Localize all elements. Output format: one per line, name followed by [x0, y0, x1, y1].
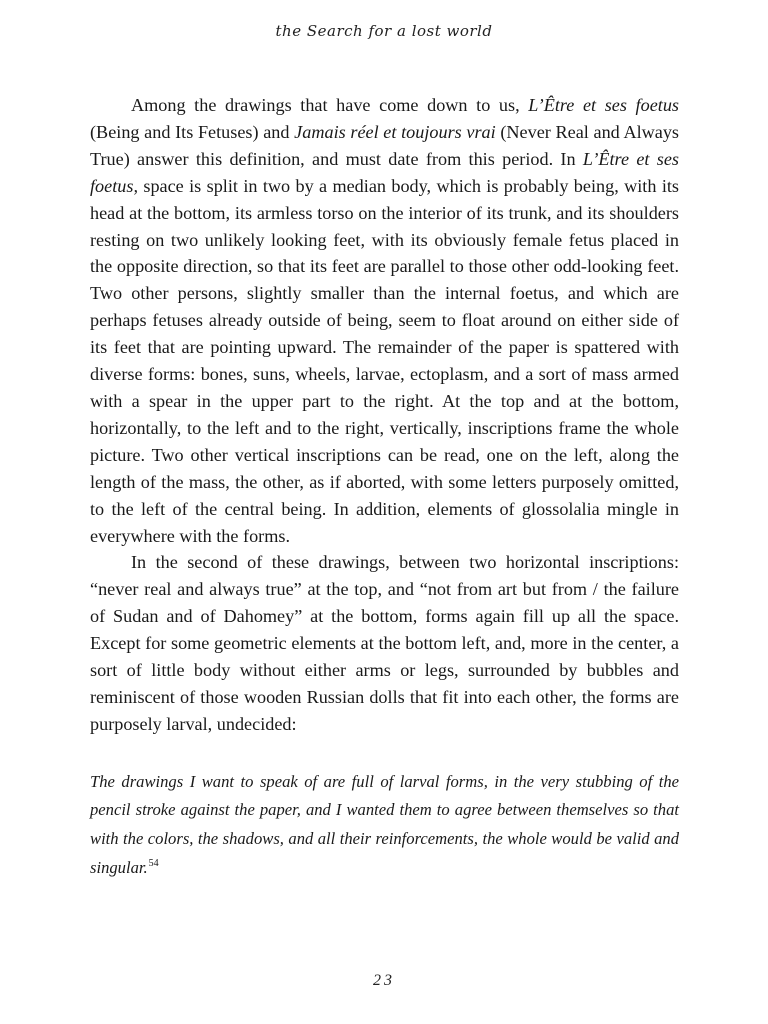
quote-text: The drawings I want to speak of are full of larval forms, in the very stubbing of the pencil stroke against the paper, and I wanted them to agree between themselves so that with the colors, the shadows, and all their reinforcements, the whole would be valid and singular.	[90, 771, 679, 877]
p1-text-d: space is split in two by a median body, which is probably being, with its head at the bottom, its armless torso on the interior of its trunk, and its shoulders resting on two unlikely looking feet, with its obviously female fetus placed in the opposite direction, so that its feet are parallel to those other odd-looking feet. Two other persons, slightly smaller than the internal foetus, and which are perhaps fetuses already outside of being, seem to float around on either side of its feet that are pointing upward. The remainder of the paper is spattered with diverse forms: bones, suns, wheels, larvae, ectoplasm, and a sort of mass armed with a spear in the upper part to the right. At the top and at the bottom, horizontally, to the left and to the right, vertically, inscriptions frame the whole picture. Two other vertical inscriptions can be read, one on the left, along the length of the mass, the other, as if aborted, with some letters purposely omitted, to the left of the central being. In addition, elements of glossolalia mingle in everywhere with the forms.	[90, 175, 679, 546]
page-body	[90, 92, 679, 882]
p1-text-c: (Never Real and Always True) answer this definition, and must date from this period. In	[90, 121, 680, 169]
paragraph-2: In the second of these drawings, between two horizontal inscriptions: “never real and always true” at the top, and “not from art but from / the failure of Sudan and of Dahomey” at the bottom, forms again fill up all the space. Except for some geometric elements at the bottom left, and, more in the center, a sort of little body without either arms or legs, surrounded by bubbles and reminiscent of those wooden Russian dolls that fit into each other, the forms are purposely larval, undecided:	[90, 552, 679, 734]
page-number: 23	[373, 972, 395, 989]
p1-text-a: Among the drawings that have come down to us,	[131, 95, 529, 115]
title-etre-et-ses-foetus-2: L’Être et ses foetus,	[90, 148, 679, 196]
title-etre-et-ses-foetus: L’Être et ses foetus	[528, 95, 679, 115]
p1-text-b: (Being and Its Fetuses) and	[90, 121, 295, 142]
paragraph-1	[90, 92, 679, 549]
title-jamais-reel: Jamais réel et toujours vrai	[294, 121, 496, 142]
footnote-reference: 54	[148, 858, 159, 869]
running-head: the Search for a lost world	[275, 22, 493, 40]
block-quote	[90, 768, 679, 882]
